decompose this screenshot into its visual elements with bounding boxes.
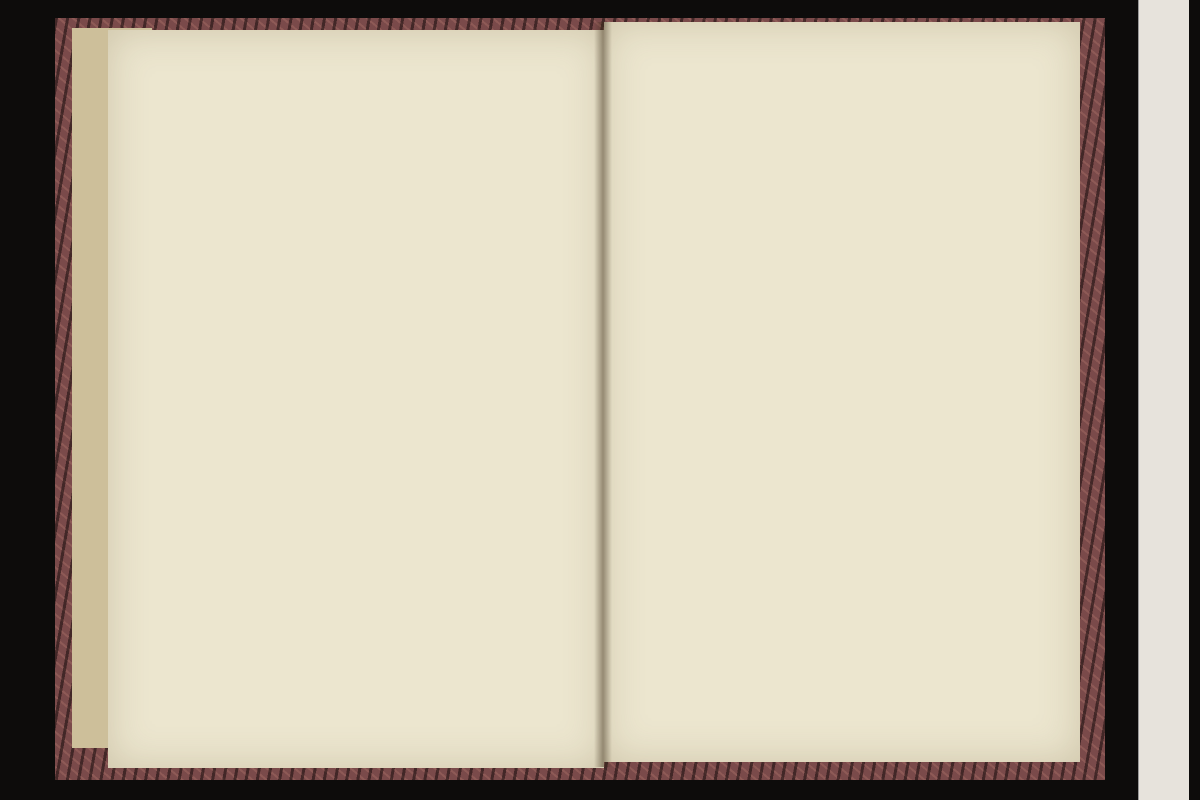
book-gutter [594, 22, 612, 767]
left-page [108, 30, 604, 768]
right-page [604, 22, 1080, 762]
measuring-ruler [1138, 0, 1189, 800]
